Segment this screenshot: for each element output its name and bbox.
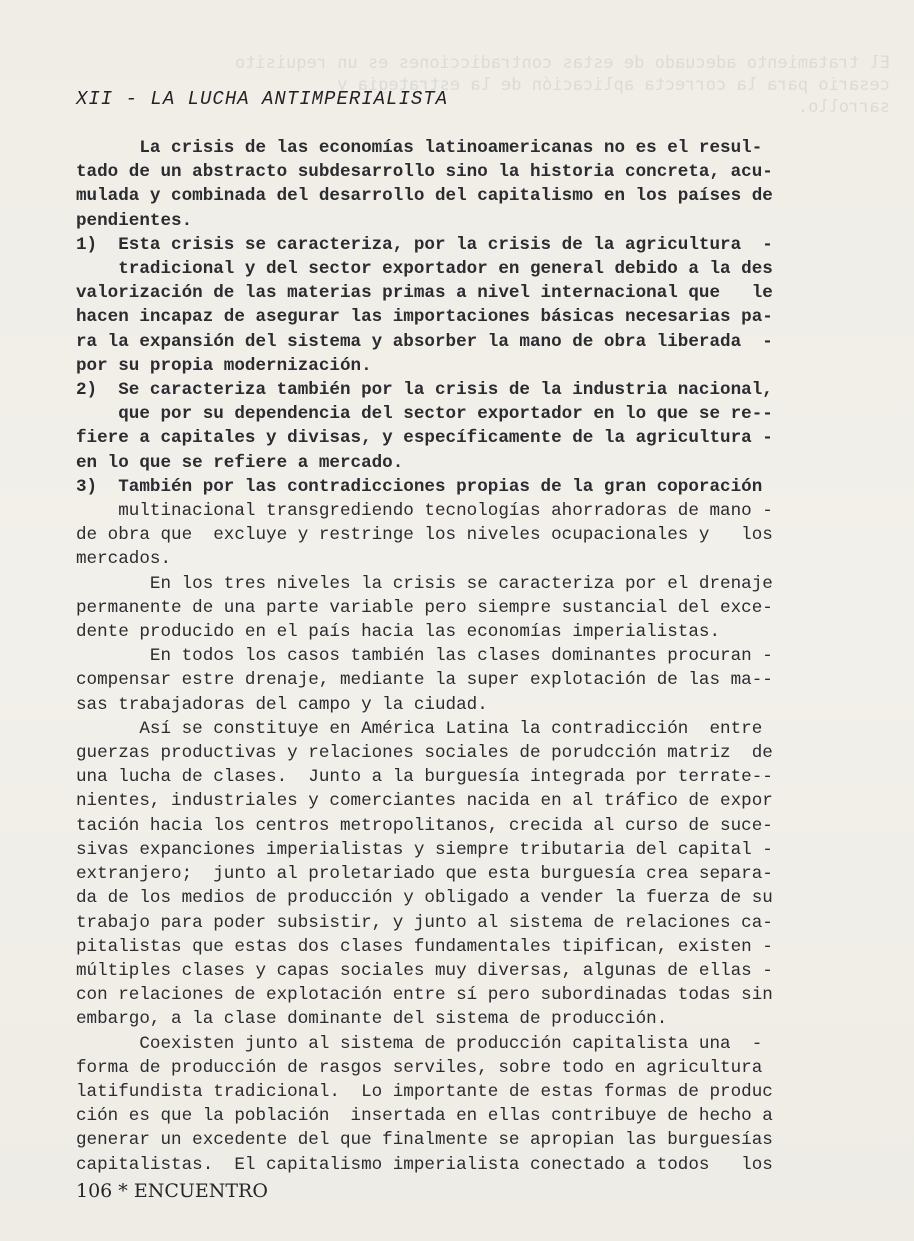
body-text — [76, 136, 876, 1177]
text-line: 3) También por las contradicciones propias de la gran coporación — [76, 476, 763, 497]
text-line: capitalistas. El capitalismo imperialista conectado a todos los — [76, 1154, 773, 1175]
text-line: La crisis de las economías latinoamericanas no es el resul- — [76, 138, 763, 158]
text-line: pendientes. — [76, 210, 193, 231]
text-line: Así se constituye en América Latina la contradicción entre — [76, 718, 763, 739]
text-line: trabajo para poder subsistir, y junto al sistema de relaciones ca- — [76, 912, 773, 933]
text-line: compensar estre drenaje, mediante la super explotación de las ma-- — [76, 670, 773, 691]
text-line: mulada y combinada del desarrollo del capitalismo en los países de — [76, 186, 773, 207]
text-line: múltiples clases y capas sociales muy diversas, algunas de ellas - — [76, 960, 773, 981]
text-line: Coexisten junto al sistema de producción capitalista una - — [76, 1033, 763, 1054]
text-line: tradicional y del sector exportador en general debido a la des — [76, 259, 773, 280]
text-line: permanente de una parte variable pero siempre sustancial del exce- — [76, 597, 773, 618]
text-line: en lo que se refiere a mercado. — [76, 452, 404, 473]
text-line: de obra que excluye y restringe los niveles ocupacionales y los — [76, 525, 773, 546]
text-line: multinacional transgrediendo tecnologías ahorradoras de mano - — [76, 501, 773, 522]
text-line: embargo, a la clase dominante del sistema de producción. — [76, 1009, 668, 1030]
text-line: mercados. — [76, 549, 172, 570]
text-line: extranjero; junto al proletariado que esta burguesía crea separa- — [76, 864, 773, 885]
text-line: tado de un abstracto subdesarrollo sino la historia concreta, acu- — [76, 162, 773, 183]
text-line: tación hacia los centros metropolitanos, crecida al curso de suce- — [76, 815, 773, 836]
text-line: guerzas productivas y relaciones sociales de porudcción matriz de — [76, 743, 773, 764]
text-line: sivas expanciones imperialistas y siempre tributaria del capital - — [76, 839, 773, 860]
text-line: hacen incapaz de asegurar las importaciones básicas necesarias pa- — [76, 307, 773, 328]
text-line: 2) Se caracteriza también por la crisis de la industria nacional, — [76, 380, 773, 401]
text-line: fiere a capitales y divisas, y específicamente de la agricultura - — [76, 428, 773, 449]
text-line: una lucha de clases. Junto a la burguesía integrada por terrate-- — [76, 767, 773, 788]
text-line: En todos los casos también las clases dominantes procuran - — [76, 646, 773, 667]
text-line: latifundista tradicional. Lo importante de estas formas de produc — [76, 1081, 773, 1102]
text-line: con relaciones de explotación entre sí pero subordinadas todas sin — [76, 985, 773, 1006]
text-line: ción es que la población insertada en ellas contribuye de hecho a — [76, 1106, 773, 1127]
text-line: pitalistas que estas dos clases fundamentales tipifican, existen - — [76, 936, 773, 957]
text-line: por su propia modernización. — [76, 355, 372, 376]
text-line: forma de producción de rasgos serviles, sobre todo en agricultura — [76, 1057, 763, 1078]
show-through-text: El tratamiento adecuado de estas contradicciones es un requisito cesario para la correcta aplicación de la estrategia y sarrollo. — [234, 53, 890, 117]
text-line: ra la expansión del sistema y absorber la mano de obra liberada - — [76, 331, 773, 352]
text-line: sas trabajadoras del campo y la ciudad. — [76, 694, 488, 715]
text-line: da de los medios de producción y obligado a vender la fuerza de su — [76, 888, 773, 909]
text-line: 1) Esta crisis se caracteriza, por la crisis de la agricultura - — [76, 234, 773, 255]
text-line: valorización de las materias primas a nivel internacional que le — [76, 283, 773, 304]
text-line: nientes, industriales y comerciantes nacida en al tráfico de expor — [76, 791, 773, 812]
text-line: En los tres niveles la crisis se caracteriza por el drenaje — [76, 573, 773, 594]
text-line: dente producido en el país hacia las economías imperialistas. — [76, 622, 721, 643]
text-line: generar un excedente del que finalmente se apropian las burguesías — [76, 1130, 773, 1151]
text-line: que por su dependencia del sector exportador en lo que se re-- — [76, 404, 773, 425]
section-header: XII - LA LUCHA ANTIMPERIALISTA — [76, 88, 449, 110]
page-footer: 106 * ENCUENTRO — [76, 1180, 268, 1202]
